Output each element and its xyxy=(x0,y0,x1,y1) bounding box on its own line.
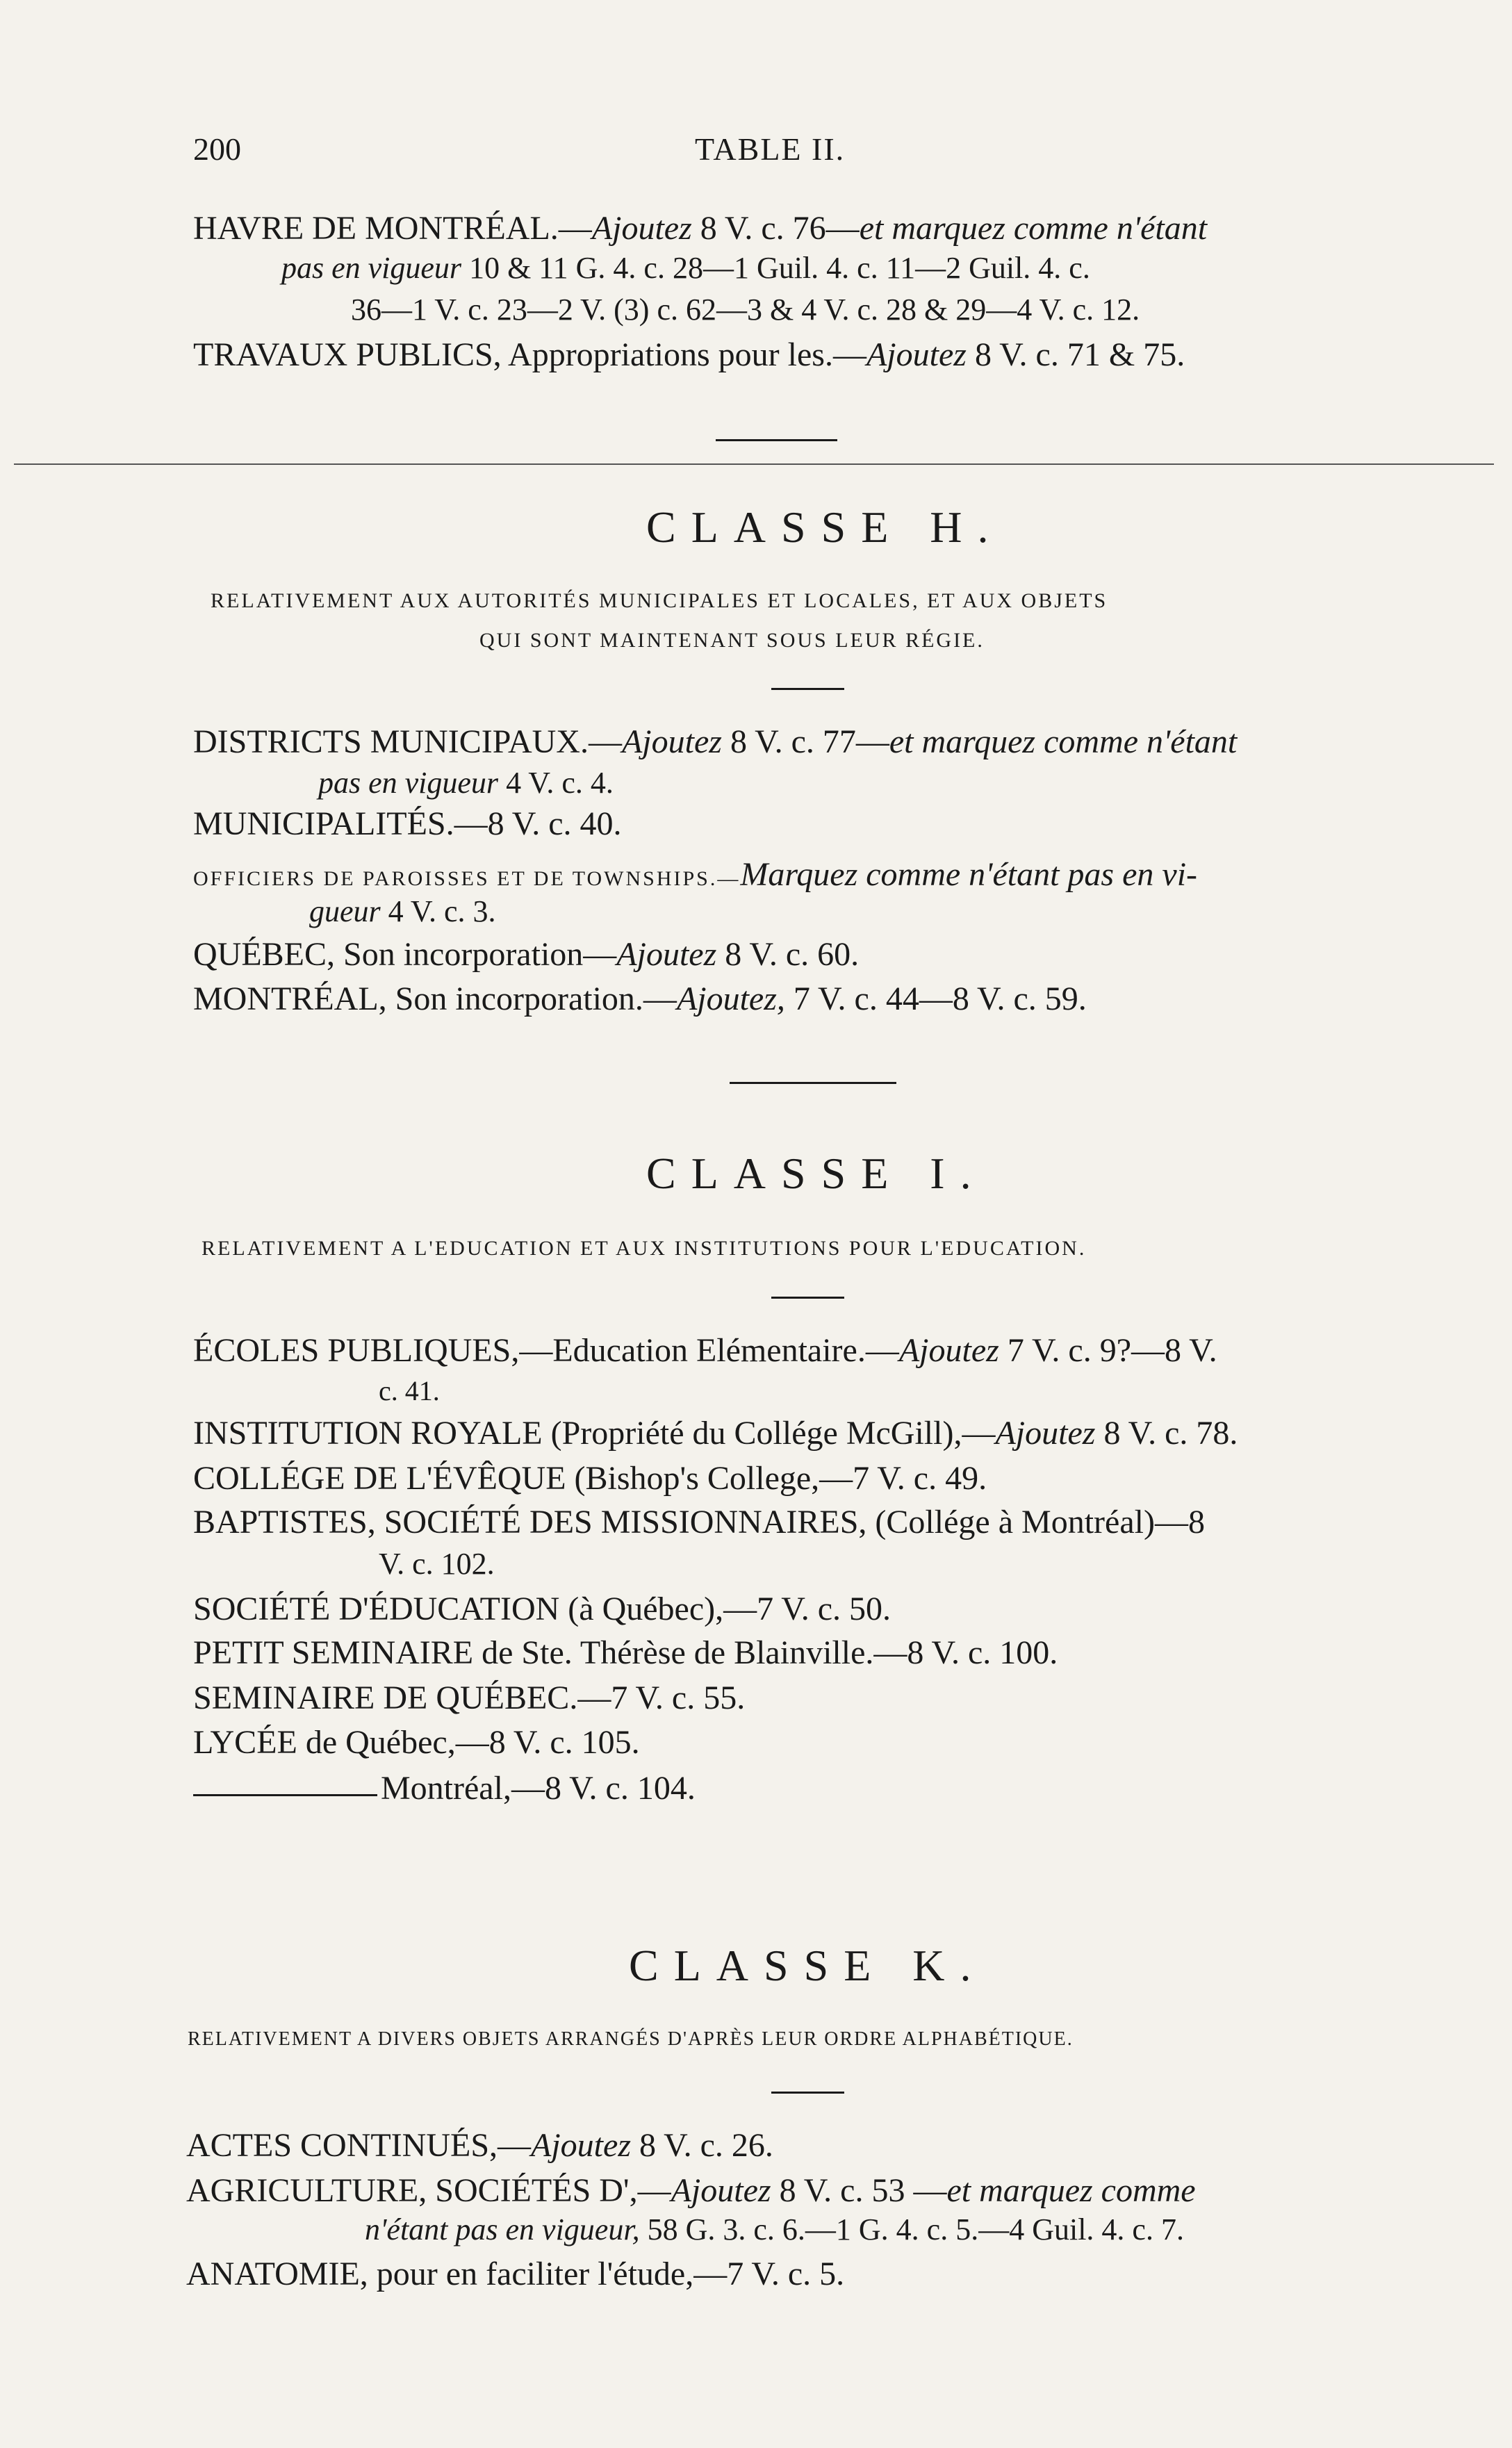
entry-ref: 8 V. c. 26. xyxy=(631,2127,773,2164)
entry-head: AGRICULTURE, SOCIÉTÉS D',— xyxy=(186,2172,671,2209)
classe-h-title: CLASSE H. xyxy=(646,502,1004,552)
entry-ref: 7 V. c. 44—8 V. c. 59. xyxy=(784,980,1087,1017)
entry-seminaire: SEMINAIRE DE QUÉBEC.—7 V. c. 55. xyxy=(193,1679,746,1716)
entry-ref: 8 V. c. 78. xyxy=(1095,1415,1238,1452)
entry-directive: Ajoutez xyxy=(995,1415,1096,1452)
divider xyxy=(771,688,844,690)
entry-officiers xyxy=(193,857,1197,894)
entry-havre-line2 xyxy=(281,252,1090,285)
entry-directive: n'étant pas en vigueur, xyxy=(365,2212,640,2246)
classe-h-subtitle: RELATIVEMENT AUX AUTORITÉS MUNICIPALES ET LOCALES, ET AUX OBJETS xyxy=(211,589,1108,612)
entry-directive: Ajoutez xyxy=(621,723,722,760)
entry-ref: 8 V. c. 76— xyxy=(691,210,860,247)
divider xyxy=(14,463,1494,465)
entry-ecoles-line2: c. 41. xyxy=(379,1375,440,1406)
entry-havre-line3: 36—1 V. c. 23—2 V. (3) c. 62—3 & 4 V. c. 28 & 29—4 V. c. 12. xyxy=(351,293,1140,327)
entry-municipalites: MUNICIPALITÉS.—8 V. c. 40. xyxy=(193,805,622,842)
entry-actes xyxy=(186,2128,773,2164)
classe-i-title: CLASSE I. xyxy=(646,1149,987,1198)
entry-head: ÉCOLES PUBLIQUES,—Education Elémentaire.— xyxy=(193,1332,899,1369)
entry-petit-seminaire: PETIT SEMINAIRE de Ste. Thérèse de Blainville.—8 V. c. 100. xyxy=(193,1634,1058,1671)
classe-i-subtitle: RELATIVEMENT A L'EDUCATION ET AUX INSTITUTIONS POUR L'EDUCATION. xyxy=(202,1237,1087,1260)
entry-ecoles xyxy=(193,1333,1217,1370)
entry-agriculture-line2 xyxy=(365,2213,1184,2246)
entry-ref: 58 G. 3. c. 6.—1 G. 4. c. 5.—4 Guil. 4. c. 7. xyxy=(639,2212,1184,2246)
entry-directive: et marquez comme n'étant xyxy=(859,210,1208,247)
classe-k-subtitle: RELATIVEMENT A DIVERS OBJETS ARRANGÉS D'APRÈS LEUR ORDRE ALPHABÉTIQUE. xyxy=(188,2028,1074,2050)
entry-ref: 8 V. c. 71 & 75. xyxy=(966,336,1185,373)
entry-directive: Ajoutez xyxy=(616,936,717,973)
entry-districts xyxy=(193,724,1237,761)
entry-ref: 8 V. c. 53 — xyxy=(771,2172,947,2209)
entry-head: HAVRE DE MONTRÉAL.— xyxy=(193,210,592,247)
entry-directive: Ajoutez xyxy=(671,2172,771,2209)
entry-agriculture xyxy=(186,2173,1196,2210)
entry-head: INSTITUTION ROYALE (Propriété du Collége McGill),— xyxy=(193,1415,996,1452)
entry-ref: 7 V. c. 9?—8 V. xyxy=(999,1332,1217,1369)
entry-directive: et marquez comme n'étant xyxy=(889,723,1238,760)
classe-k-title: CLASSE K. xyxy=(629,1941,987,1990)
entry-ref: 4 V. c. 3. xyxy=(380,894,496,928)
entry-societe: SOCIÉTÉ D'ÉDUCATION (à Québec),—7 V. c. 50. xyxy=(193,1591,891,1627)
ditto-dash xyxy=(193,1794,377,1796)
entry-directive: pas en vigueur xyxy=(318,766,499,800)
entry-officiers-line2 xyxy=(309,895,496,928)
entry-head: QUÉBEC, Son incorporation— xyxy=(193,936,617,973)
entry-baptistes: BAPTISTES, SOCIÉTÉ DES MISSIONNAIRES, (Collége à Montréal)—8 xyxy=(193,1504,1205,1541)
entry-directive: Marquez comme n'étant pas en vi- xyxy=(740,856,1198,893)
entry-lycee-montreal: Montréal,—8 V. c. 104. xyxy=(381,1770,696,1807)
entry-quebec xyxy=(193,937,859,974)
entry-directive: Ajoutez, xyxy=(676,980,785,1017)
entry-head: MONTRÉAL, Son incorporation.— xyxy=(193,980,677,1017)
classe-h-subtitle: QUI SONT MAINTENANT SOUS LEUR RÉGIE. xyxy=(479,629,985,652)
entry-lycee: LYCÉE de Québec,—8 V. c. 105. xyxy=(193,1724,640,1761)
divider xyxy=(730,1082,896,1084)
divider xyxy=(771,2092,844,2094)
entry-ref: 4 V. c. 4. xyxy=(498,766,614,800)
entry-montreal xyxy=(193,981,1087,1018)
entry-directive: et marquez comme xyxy=(946,2172,1196,2209)
page-number: 200 xyxy=(193,131,241,167)
divider xyxy=(716,439,837,441)
entry-districts-line2 xyxy=(318,766,614,800)
entry-directive: Ajoutez xyxy=(898,1332,999,1369)
entry-head: DISTRICTS MUNICIPAUX.— xyxy=(193,723,622,760)
entry-directive: gueur xyxy=(309,894,381,928)
entry-ref: 8 V. c. 60. xyxy=(716,936,860,973)
entry-travaux xyxy=(193,337,1185,374)
entry-directive: Ajoutez xyxy=(866,336,967,373)
entry-head: TRAVAUX PUBLICS, Appropriations pour les.— xyxy=(193,336,866,373)
running-title: TABLE II. xyxy=(695,131,846,167)
entry-havre xyxy=(193,211,1207,247)
entry-ref: 8 V. c. 77— xyxy=(721,723,889,760)
divider xyxy=(771,1297,844,1299)
entry-institution xyxy=(193,1415,1238,1452)
entry-directive: pas en vigueur xyxy=(281,251,462,285)
entry-head: OFFICIERS DE PAROISSES ET DE TOWNSHIPS.— xyxy=(193,867,741,890)
entry-head: ACTES CONTINUÉS,— xyxy=(186,2127,532,2164)
entry-college: COLLÉGE DE L'ÉVÊQUE (Bishop's College,—7 V. c. 49. xyxy=(193,1460,987,1497)
entry-anatomie: ANATOMIE, pour en faciliter l'étude,—7 V. c. 5. xyxy=(186,2256,845,2292)
entry-ref: 10 & 11 G. 4. c. 28—1 Guil. 4. c. 11—2 Guil. 4. c. xyxy=(461,251,1090,285)
entry-directive: Ajoutez xyxy=(591,210,692,247)
entry-directive: Ajoutez xyxy=(531,2127,631,2164)
entry-baptistes-line2: V. c. 102. xyxy=(379,1547,495,1581)
